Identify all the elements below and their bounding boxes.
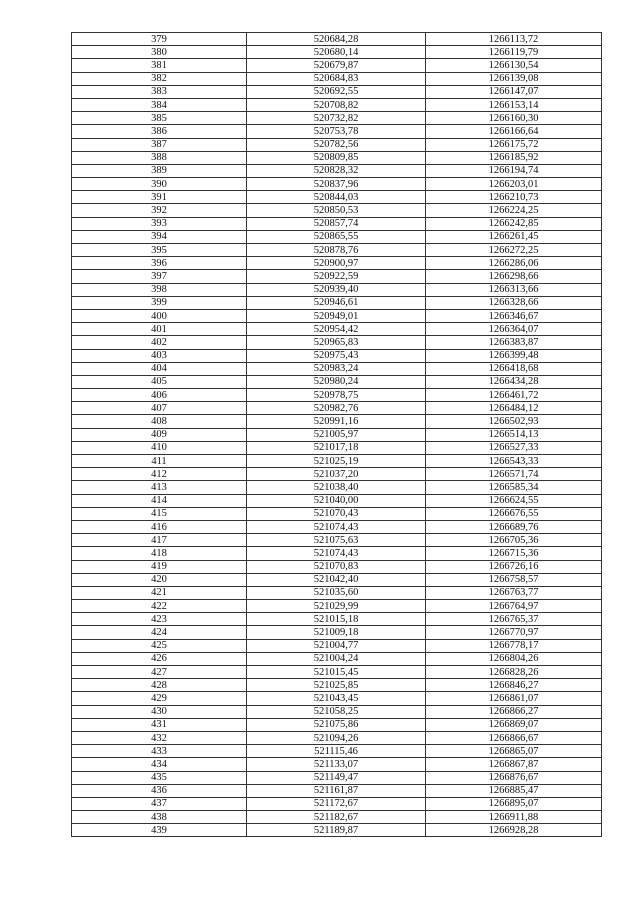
y-coordinate-cell: 1266399,48 — [426, 349, 602, 362]
x-coordinate-cell: 521094,26 — [247, 731, 426, 744]
y-coordinate-cell: 1266869,07 — [426, 718, 602, 731]
table-row — [72, 270, 602, 283]
table-row — [72, 613, 602, 626]
table-row — [72, 296, 602, 309]
x-coordinate-cell: 521029,99 — [247, 600, 426, 613]
y-coordinate-cell: 1266434,28 — [426, 375, 602, 388]
table-row — [72, 112, 602, 125]
table-row — [72, 771, 602, 784]
table-row — [72, 230, 602, 243]
x-coordinate-cell: 521004,24 — [247, 652, 426, 665]
y-coordinate-cell: 1266383,87 — [426, 336, 602, 349]
y-coordinate-cell: 1266585,34 — [426, 481, 602, 494]
table-row — [72, 534, 602, 547]
point-number-cell: 428 — [72, 679, 247, 692]
point-number-cell: 438 — [72, 811, 247, 824]
y-coordinate-cell: 1266866,27 — [426, 705, 602, 718]
y-coordinate-cell: 1266153,14 — [426, 98, 602, 111]
point-number-cell: 400 — [72, 309, 247, 322]
point-number-cell: 407 — [72, 402, 247, 415]
point-number-cell: 414 — [72, 494, 247, 507]
x-coordinate-cell: 521075,63 — [247, 534, 426, 547]
y-coordinate-cell: 1266203,01 — [426, 178, 602, 191]
point-number-cell: 384 — [72, 98, 247, 111]
point-number-cell: 392 — [72, 204, 247, 217]
y-coordinate-cell: 1266261,45 — [426, 230, 602, 243]
x-coordinate-cell: 520679,87 — [247, 59, 426, 72]
x-coordinate-cell: 520982,76 — [247, 402, 426, 415]
x-coordinate-cell: 521149,47 — [247, 771, 426, 784]
y-coordinate-cell: 1266175,72 — [426, 138, 602, 151]
table-row — [72, 718, 602, 731]
point-number-cell: 419 — [72, 560, 247, 573]
table-row — [72, 349, 602, 362]
point-number-cell: 423 — [72, 613, 247, 626]
y-coordinate-cell: 1266113,72 — [426, 33, 602, 46]
point-number-cell: 390 — [72, 178, 247, 191]
x-coordinate-cell: 521074,43 — [247, 520, 426, 533]
x-coordinate-cell: 520949,01 — [247, 309, 426, 322]
x-coordinate-cell: 520684,83 — [247, 72, 426, 85]
x-coordinate-cell: 521070,83 — [247, 560, 426, 573]
x-coordinate-cell: 520991,16 — [247, 415, 426, 428]
y-coordinate-cell: 1266224,25 — [426, 204, 602, 217]
y-coordinate-cell: 1266286,06 — [426, 257, 602, 270]
point-number-cell: 404 — [72, 362, 247, 375]
table-row — [72, 125, 602, 138]
x-coordinate-cell: 520809,85 — [247, 151, 426, 164]
x-coordinate-cell: 520692,55 — [247, 85, 426, 98]
x-coordinate-cell: 520965,83 — [247, 336, 426, 349]
table-row — [72, 626, 602, 639]
y-coordinate-cell: 1266119,79 — [426, 46, 602, 59]
y-coordinate-cell: 1266514,13 — [426, 428, 602, 441]
x-coordinate-cell: 520865,55 — [247, 230, 426, 243]
point-number-cell: 379 — [72, 33, 247, 46]
point-number-cell: 389 — [72, 164, 247, 177]
x-coordinate-cell: 521005,97 — [247, 428, 426, 441]
x-coordinate-cell: 521004,77 — [247, 639, 426, 652]
table-row — [72, 204, 602, 217]
table-row — [72, 784, 602, 797]
table-row — [72, 811, 602, 824]
point-number-cell: 408 — [72, 415, 247, 428]
y-coordinate-cell: 1266876,67 — [426, 771, 602, 784]
y-coordinate-cell: 1266676,55 — [426, 507, 602, 520]
table-row — [72, 441, 602, 454]
y-coordinate-cell: 1266166,64 — [426, 125, 602, 138]
point-number-cell: 420 — [72, 573, 247, 586]
y-coordinate-cell: 1266928,28 — [426, 824, 602, 837]
table-row — [72, 507, 602, 520]
y-coordinate-cell: 1266346,67 — [426, 309, 602, 322]
y-coordinate-cell: 1266689,76 — [426, 520, 602, 533]
point-number-cell: 418 — [72, 547, 247, 560]
table-row — [72, 468, 602, 481]
point-number-cell: 396 — [72, 257, 247, 270]
point-number-cell: 393 — [72, 217, 247, 230]
point-number-cell: 409 — [72, 428, 247, 441]
table-row — [72, 560, 602, 573]
x-coordinate-cell: 521075,86 — [247, 718, 426, 731]
x-coordinate-cell: 521058,25 — [247, 705, 426, 718]
table-row — [72, 639, 602, 652]
point-number-cell: 429 — [72, 692, 247, 705]
y-coordinate-cell: 1266726,16 — [426, 560, 602, 573]
point-number-cell: 388 — [72, 151, 247, 164]
x-coordinate-cell: 521009,18 — [247, 626, 426, 639]
y-coordinate-cell: 1266313,66 — [426, 283, 602, 296]
table-row — [72, 797, 602, 810]
y-coordinate-cell: 1266846,27 — [426, 679, 602, 692]
point-number-cell: 380 — [72, 46, 247, 59]
y-coordinate-cell: 1266778,17 — [426, 639, 602, 652]
table-row — [72, 59, 602, 72]
point-number-cell: 383 — [72, 85, 247, 98]
point-number-cell: 422 — [72, 600, 247, 613]
table-row — [72, 652, 602, 665]
point-number-cell: 401 — [72, 323, 247, 336]
y-coordinate-cell: 1266885,47 — [426, 784, 602, 797]
table-row — [72, 520, 602, 533]
x-coordinate-cell: 520983,24 — [247, 362, 426, 375]
table-row — [72, 586, 602, 599]
point-number-cell: 410 — [72, 441, 247, 454]
point-number-cell: 412 — [72, 468, 247, 481]
table-row — [72, 138, 602, 151]
table-row — [72, 600, 602, 613]
y-coordinate-cell: 1266911,88 — [426, 811, 602, 824]
coordinates-table-body — [72, 33, 602, 837]
table-row — [72, 72, 602, 85]
y-coordinate-cell: 1266364,07 — [426, 323, 602, 336]
point-number-cell: 415 — [72, 507, 247, 520]
x-coordinate-cell: 521025,85 — [247, 679, 426, 692]
y-coordinate-cell: 1266461,72 — [426, 389, 602, 402]
table-row — [72, 178, 602, 191]
y-coordinate-cell: 1266139,08 — [426, 72, 602, 85]
point-number-cell: 424 — [72, 626, 247, 639]
x-coordinate-cell: 520732,82 — [247, 112, 426, 125]
y-coordinate-cell: 1266272,25 — [426, 244, 602, 257]
y-coordinate-cell: 1266804,26 — [426, 652, 602, 665]
table-row — [72, 428, 602, 441]
table-row — [72, 309, 602, 322]
table-row — [72, 494, 602, 507]
table-row — [72, 666, 602, 679]
x-coordinate-cell: 521133,07 — [247, 758, 426, 771]
y-coordinate-cell: 1266770,97 — [426, 626, 602, 639]
point-number-cell: 403 — [72, 349, 247, 362]
x-coordinate-cell: 520828,32 — [247, 164, 426, 177]
x-coordinate-cell: 521042,40 — [247, 573, 426, 586]
table-row — [72, 362, 602, 375]
point-number-cell: 394 — [72, 230, 247, 243]
point-number-cell: 425 — [72, 639, 247, 652]
table-row — [72, 244, 602, 257]
point-number-cell: 387 — [72, 138, 247, 151]
x-coordinate-cell: 520857,74 — [247, 217, 426, 230]
table-row — [72, 758, 602, 771]
table-row — [72, 481, 602, 494]
y-coordinate-cell: 1266130,54 — [426, 59, 602, 72]
y-coordinate-cell: 1266502,93 — [426, 415, 602, 428]
x-coordinate-cell: 520753,78 — [247, 125, 426, 138]
x-coordinate-cell: 521015,45 — [247, 666, 426, 679]
y-coordinate-cell: 1266194,74 — [426, 164, 602, 177]
y-coordinate-cell: 1266867,87 — [426, 758, 602, 771]
point-number-cell: 402 — [72, 336, 247, 349]
table-row — [72, 217, 602, 230]
point-number-cell: 427 — [72, 666, 247, 679]
table-row — [72, 389, 602, 402]
table-row — [72, 151, 602, 164]
x-coordinate-cell: 521189,87 — [247, 824, 426, 837]
x-coordinate-cell: 521161,87 — [247, 784, 426, 797]
table-row — [72, 745, 602, 758]
point-number-cell: 431 — [72, 718, 247, 731]
coordinates-table — [71, 32, 602, 837]
y-coordinate-cell: 1266147,07 — [426, 85, 602, 98]
x-coordinate-cell: 520978,75 — [247, 389, 426, 402]
y-coordinate-cell: 1266242,85 — [426, 217, 602, 230]
table-row — [72, 679, 602, 692]
point-number-cell: 432 — [72, 731, 247, 744]
point-number-cell: 395 — [72, 244, 247, 257]
point-number-cell: 416 — [72, 520, 247, 533]
y-coordinate-cell: 1266764,97 — [426, 600, 602, 613]
y-coordinate-cell: 1266418,68 — [426, 362, 602, 375]
point-number-cell: 381 — [72, 59, 247, 72]
y-coordinate-cell: 1266160,30 — [426, 112, 602, 125]
x-coordinate-cell: 521070,43 — [247, 507, 426, 520]
x-coordinate-cell: 521182,67 — [247, 811, 426, 824]
x-coordinate-cell: 521115,46 — [247, 745, 426, 758]
y-coordinate-cell: 1266185,92 — [426, 151, 602, 164]
x-coordinate-cell: 521015,18 — [247, 613, 426, 626]
point-number-cell: 382 — [72, 72, 247, 85]
x-coordinate-cell: 520939,40 — [247, 283, 426, 296]
y-coordinate-cell: 1266763,77 — [426, 586, 602, 599]
table-row — [72, 323, 602, 336]
y-coordinate-cell: 1266527,33 — [426, 441, 602, 454]
y-coordinate-cell: 1266765,37 — [426, 613, 602, 626]
x-coordinate-cell: 521037,20 — [247, 468, 426, 481]
table-row — [72, 336, 602, 349]
table-row — [72, 191, 602, 204]
table-row — [72, 415, 602, 428]
x-coordinate-cell: 520946,61 — [247, 296, 426, 309]
x-coordinate-cell: 520837,96 — [247, 178, 426, 191]
x-coordinate-cell: 521074,43 — [247, 547, 426, 560]
point-number-cell: 439 — [72, 824, 247, 837]
table-row — [72, 257, 602, 270]
table-row — [72, 85, 602, 98]
x-coordinate-cell: 521172,67 — [247, 797, 426, 810]
point-number-cell: 435 — [72, 771, 247, 784]
table-row — [72, 98, 602, 111]
x-coordinate-cell: 520954,42 — [247, 323, 426, 336]
y-coordinate-cell: 1266705,36 — [426, 534, 602, 547]
y-coordinate-cell: 1266210,73 — [426, 191, 602, 204]
point-number-cell: 426 — [72, 652, 247, 665]
x-coordinate-cell: 520680,14 — [247, 46, 426, 59]
y-coordinate-cell: 1266895,07 — [426, 797, 602, 810]
y-coordinate-cell: 1266715,36 — [426, 547, 602, 560]
y-coordinate-cell: 1266298,66 — [426, 270, 602, 283]
x-coordinate-cell: 521017,18 — [247, 441, 426, 454]
point-number-cell: 436 — [72, 784, 247, 797]
x-coordinate-cell: 520782,56 — [247, 138, 426, 151]
table-row — [72, 705, 602, 718]
table-row — [72, 731, 602, 744]
x-coordinate-cell: 520900,97 — [247, 257, 426, 270]
y-coordinate-cell: 1266543,33 — [426, 455, 602, 468]
point-number-cell: 434 — [72, 758, 247, 771]
table-row — [72, 164, 602, 177]
point-number-cell: 405 — [72, 375, 247, 388]
point-number-cell: 391 — [72, 191, 247, 204]
y-coordinate-cell: 1266866,67 — [426, 731, 602, 744]
point-number-cell: 399 — [72, 296, 247, 309]
point-number-cell: 417 — [72, 534, 247, 547]
x-coordinate-cell: 520850,53 — [247, 204, 426, 217]
point-number-cell: 385 — [72, 112, 247, 125]
y-coordinate-cell: 1266865,07 — [426, 745, 602, 758]
x-coordinate-cell: 520684,28 — [247, 33, 426, 46]
point-number-cell: 386 — [72, 125, 247, 138]
y-coordinate-cell: 1266624,55 — [426, 494, 602, 507]
x-coordinate-cell: 521025,19 — [247, 455, 426, 468]
y-coordinate-cell: 1266758,57 — [426, 573, 602, 586]
x-coordinate-cell: 521035,60 — [247, 586, 426, 599]
table-row — [72, 283, 602, 296]
table-row — [72, 692, 602, 705]
x-coordinate-cell: 520878,76 — [247, 244, 426, 257]
point-number-cell: 421 — [72, 586, 247, 599]
x-coordinate-cell: 521043,45 — [247, 692, 426, 705]
table-row — [72, 547, 602, 560]
point-number-cell: 413 — [72, 481, 247, 494]
table-row — [72, 824, 602, 837]
x-coordinate-cell: 520980,24 — [247, 375, 426, 388]
point-number-cell: 411 — [72, 455, 247, 468]
point-number-cell: 433 — [72, 745, 247, 758]
point-number-cell: 437 — [72, 797, 247, 810]
point-number-cell: 430 — [72, 705, 247, 718]
table-row — [72, 455, 602, 468]
x-coordinate-cell: 520708,82 — [247, 98, 426, 111]
point-number-cell: 406 — [72, 389, 247, 402]
table-row — [72, 33, 602, 46]
table-row — [72, 46, 602, 59]
point-number-cell: 397 — [72, 270, 247, 283]
x-coordinate-cell: 520975,43 — [247, 349, 426, 362]
point-number-cell: 398 — [72, 283, 247, 296]
y-coordinate-cell: 1266571,74 — [426, 468, 602, 481]
y-coordinate-cell: 1266828,26 — [426, 666, 602, 679]
y-coordinate-cell: 1266861,07 — [426, 692, 602, 705]
y-coordinate-cell: 1266328,66 — [426, 296, 602, 309]
x-coordinate-cell: 520922,59 — [247, 270, 426, 283]
table-row — [72, 375, 602, 388]
x-coordinate-cell: 520844,03 — [247, 191, 426, 204]
y-coordinate-cell: 1266484,12 — [426, 402, 602, 415]
x-coordinate-cell: 521038,40 — [247, 481, 426, 494]
table-row — [72, 402, 602, 415]
x-coordinate-cell: 521040,00 — [247, 494, 426, 507]
table-row — [72, 573, 602, 586]
